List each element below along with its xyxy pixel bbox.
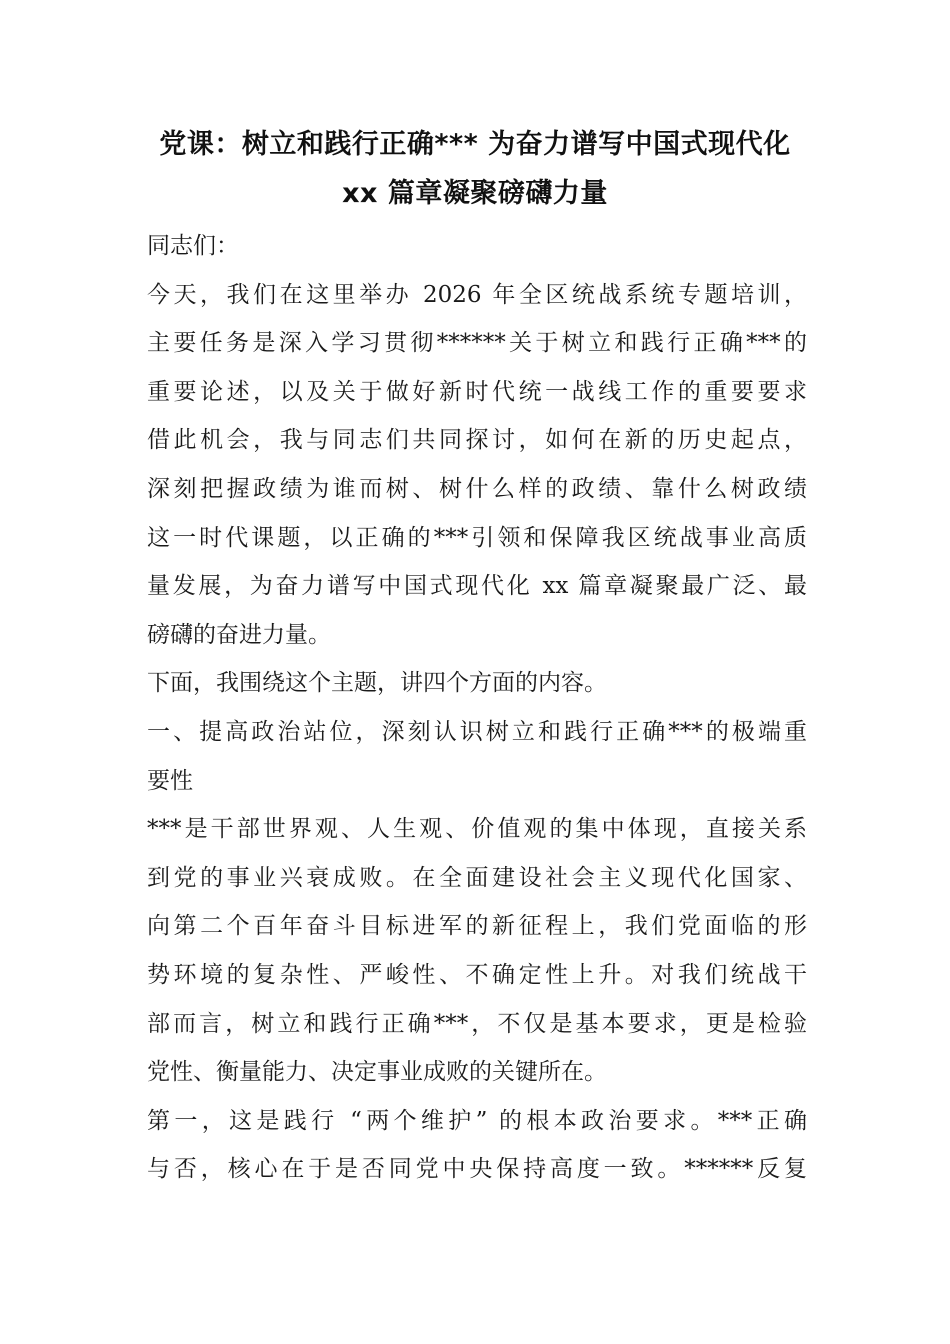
- paragraph-line: 今天，我们在这里举办 2026 年全区统战系统专题培训，: [147, 281, 807, 308]
- document-body: [147, 222, 807, 1194]
- document-title-line-2: xx 篇章凝聚磅礴力量: [342, 178, 608, 209]
- paragraph-line: 向第二个百年奋斗目标进军的新征程上，我们党面临的形: [147, 913, 807, 940]
- paragraph-line: 与否，核心在于是否同党中央保持高度一致。******反复: [147, 1156, 807, 1183]
- paragraph-line: 磅礴的奋进力量。: [147, 621, 331, 648]
- section-heading-line: 一、提高政治站位，深刻认识树立和践行正确***的极端重: [147, 718, 807, 745]
- paragraph-line: 深刻把握政绩为谁而树、树什么样的政绩、靠什么树政绩: [147, 475, 807, 502]
- section-heading-line: 要性: [147, 767, 193, 794]
- paragraph-line: 党性、衡量能力、决定事业成败的关键所在。: [147, 1059, 607, 1086]
- paragraph-line: 主要任务是深入学习贯彻******关于树立和践行正确***的: [147, 330, 807, 357]
- paragraph-line: 重要论述，以及关于做好新时代统一战线工作的重要要求: [147, 378, 807, 405]
- paragraph-line: ***是干部世界观、人生观、价值观的集中体现，直接关系: [147, 816, 807, 843]
- paragraph-line: 势环境的复杂性、严峻性、不确定性上升。对我们统战干: [147, 961, 807, 988]
- paragraph-line: 第一，这是践行 “两个维护” 的根本政治要求。***正确: [147, 1107, 807, 1134]
- paragraph-line: 下面，我围绕这个主题，讲四个方面的内容。: [147, 670, 607, 697]
- salutation: 同志们：: [147, 233, 239, 259]
- paragraph-line: 量发展，为奋力谱写中国式现代化 xx 篇章凝聚最广泛、最: [147, 573, 807, 600]
- paragraph-line: 到党的事业兴衰成败。在全面建设社会主义现代化国家、: [147, 864, 807, 891]
- paragraph-line: 部而言，树立和践行正确***，不仅是基本要求，更是检验: [147, 1010, 807, 1037]
- document-title-line-1: 党课：树立和践行正确*** 为奋力谱写中国式现代化: [159, 129, 791, 160]
- paragraph-line: 这一时代课题，以正确的***引领和保障我区统战事业高质: [147, 524, 807, 551]
- paragraph-line: 借此机会，我与同志们共同探讨，如何在新的历史起点，: [147, 427, 807, 454]
